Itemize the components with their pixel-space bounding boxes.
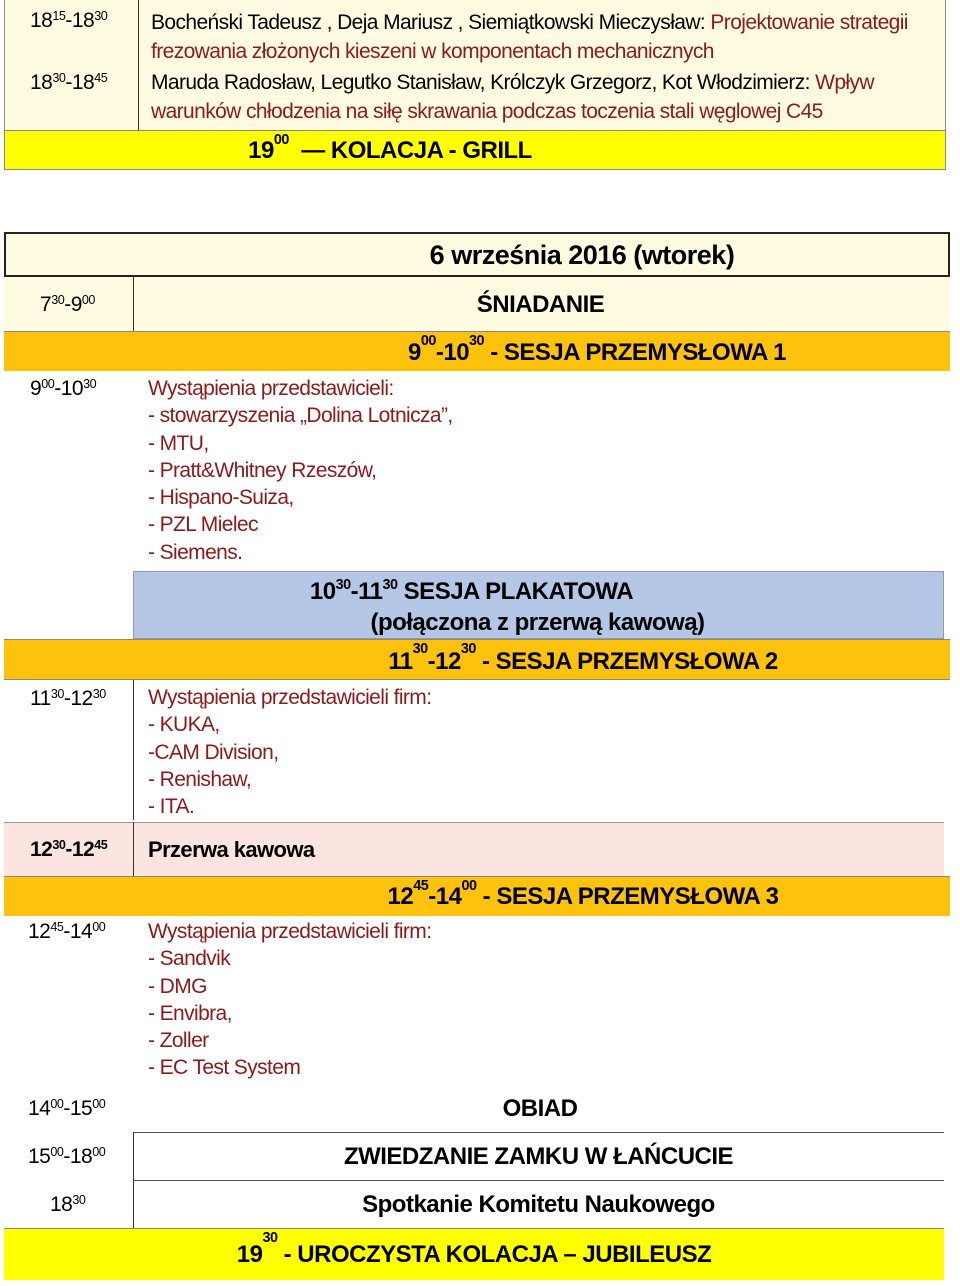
- castle-label: ZWIEDZANIE ZAMKU W ŁAŃCUCIE: [343, 1143, 734, 1170]
- session-1-header: $9^{00}-10^{30}$ - SESJA PRZEMYSŁOWA 1: [4, 331, 950, 371]
- coffee-break-divider: [133, 822, 134, 876]
- breakfast-time: $7^{30}-9^{00}$: [40, 292, 95, 316]
- top-row-1-talk: [151, 8, 941, 66]
- top-row-2-title-a: Wpływ: [815, 71, 874, 94]
- day-title: 6 września 2016 (wtorek): [429, 240, 735, 270]
- poster-session-row: $10^{30}-11^{30}$ SESJA PLAKATOWA (połączona z przerwą kawową): [133, 571, 944, 639]
- top-row-1-authors: Bocheński Tadeusz , Deja Mariusz , Siemiątkowski Mieczysław:: [151, 11, 711, 34]
- coffee-break-row: [4, 822, 944, 876]
- session-2-header: $11^{30}-12^{30}$ - SESJA PRZEMYSŁOWA 2: [4, 639, 950, 680]
- list-item: - DMG: [148, 974, 207, 998]
- list-item: - Siemens.: [148, 540, 243, 564]
- lunch-time: $14^{00}-15^{00}$: [28, 1096, 106, 1120]
- list-item: - ITA.: [148, 795, 195, 819]
- committee-label: Spotkanie Komitetu Naukowego: [362, 1191, 715, 1218]
- session-2-time: $11^{30}-12^{30}$: [30, 686, 106, 710]
- poster-session-subtitle: (połączona z przerwą kawową): [370, 609, 705, 636]
- session-3-time: $12^{45}-14^{00}$: [28, 919, 106, 943]
- list-item: - KUKA,: [148, 713, 220, 737]
- lunch-label: OBIAD: [502, 1095, 578, 1122]
- lunch-divider-line: [133, 1132, 944, 1133]
- top-row-2-authors: Maruda Radosław, Legutko Stanisław, Królczyk Grzegorz, Kot Włodzimierz:: [151, 71, 816, 94]
- list-item: - Pratt&Whitney Rzeszów,: [148, 458, 377, 482]
- session-3-speakers: [148, 918, 848, 1082]
- top-row-2-time: $18^{30}-18^{45}$: [30, 70, 108, 94]
- list-item: - Envibra,: [148, 1001, 232, 1025]
- session-2-intro: Wystąpienia przedstawicieli firm:: [148, 686, 432, 709]
- list-item: - Sandvik: [148, 947, 231, 971]
- session-3-intro: Wystąpienia przedstawicieli firm:: [148, 920, 432, 943]
- top-row-1-time: $18^{15}-18^{30}$: [30, 8, 108, 32]
- castle-divider-line: [133, 1180, 944, 1181]
- breakfast-label: ŚNIADANIE: [476, 291, 605, 318]
- list-item: - EC Test System: [148, 1056, 301, 1080]
- list-item: - stowarzyszenia „Dolina Lotnicza”,: [148, 404, 453, 428]
- top-column-divider: [138, 0, 139, 130]
- top-row-1-title-a: Projektowanie strategii: [710, 11, 908, 34]
- list-item: -CAM Division,: [148, 740, 279, 764]
- list-item: - Zoller: [148, 1029, 209, 1053]
- coffee-break-label: Przerwa kawowa: [148, 837, 315, 862]
- list-item: - Hispano-Suiza,: [148, 486, 294, 510]
- committee-time: $18^{30}$: [50, 1192, 86, 1216]
- session-1-time: $9^{00}-10^{30}$: [30, 376, 97, 400]
- list-item: - Renishaw,: [148, 767, 252, 791]
- top-row-2-talk: [151, 68, 941, 126]
- session-2-speakers: [148, 684, 848, 820]
- dinner-grill-bar: $19^{00}$ — KOLACJA - GRILL: [4, 130, 946, 170]
- list-item: - MTU,: [148, 431, 209, 455]
- gala-dinner-bar: $19^{30}$ - UROCZYSTA KOLACJA – JUBILEUSZ: [4, 1228, 944, 1280]
- session-3-header: $12^{45}-14^{00}$ - SESJA PRZEMYSŁOWA 3: [4, 876, 950, 916]
- coffee-break-time: $12^{30}-12^{45}$: [30, 837, 108, 861]
- castle-time: $15^{00}-18^{00}$: [28, 1144, 106, 1168]
- list-item: - PZL Mielec: [148, 513, 258, 537]
- top-row-1-title-b: frezowania złożonych kieszeni w komponentach mechanicznych: [151, 40, 714, 63]
- top-row-2-title-b: warunków chłodzenia na siłę skrawania podczas toczenia stali węglowej C45: [151, 100, 823, 123]
- session-2-divider: [133, 680, 134, 820]
- session-1-intro: Wystąpienia przedstawicieli:: [148, 377, 394, 400]
- session-1-speakers: [148, 375, 848, 566]
